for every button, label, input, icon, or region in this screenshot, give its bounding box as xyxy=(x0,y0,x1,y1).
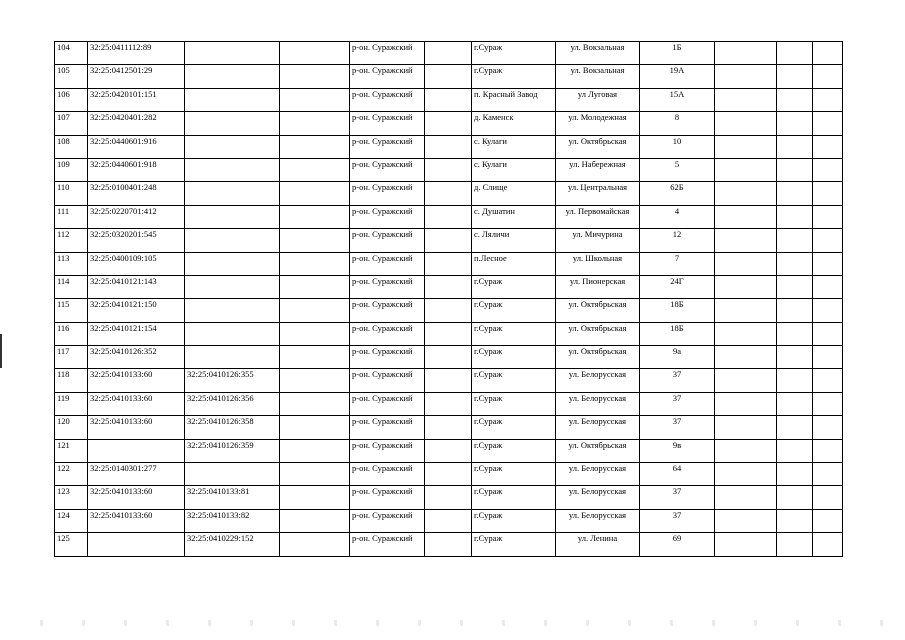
empty-cell xyxy=(425,252,472,275)
house-number-cell: 18Б xyxy=(640,299,715,322)
empty-cell xyxy=(813,533,843,556)
cadastral-number-cell: 32:25:0410133:60 xyxy=(88,392,185,415)
table-row xyxy=(55,369,843,392)
empty-cell xyxy=(777,88,813,111)
empty-cell xyxy=(777,486,813,509)
table-row xyxy=(55,299,843,322)
district-cell: р-он. Суражский xyxy=(350,439,425,462)
empty-cell xyxy=(813,88,843,111)
empty-cell xyxy=(425,463,472,486)
cadastral-number-cell: 32:25:0410121:154 xyxy=(88,322,185,345)
empty-cell xyxy=(813,229,843,252)
empty-cell xyxy=(813,416,843,439)
table-row xyxy=(55,392,843,415)
empty-cell xyxy=(280,486,350,509)
house-number-cell: 37 xyxy=(640,392,715,415)
table-row xyxy=(55,112,843,135)
empty-cell xyxy=(777,229,813,252)
row-number-cell: 121 xyxy=(55,439,88,462)
locality-cell: г.Сураж xyxy=(472,299,556,322)
table-row xyxy=(55,416,843,439)
empty-cell xyxy=(280,416,350,439)
house-number-cell: 9в xyxy=(640,439,715,462)
table-row xyxy=(55,229,843,252)
row-number-cell: 111 xyxy=(55,205,88,228)
cadastral-number-cell: 32:25:0420401:282 xyxy=(88,112,185,135)
empty-cell xyxy=(813,369,843,392)
empty-cell xyxy=(425,486,472,509)
cadastral-number-2-cell xyxy=(185,158,280,181)
district-cell: р-он. Суражский xyxy=(350,369,425,392)
empty-cell xyxy=(777,135,813,158)
empty-cell xyxy=(715,229,777,252)
empty-cell xyxy=(715,182,777,205)
street-cell: ул. Мичурина xyxy=(556,229,640,252)
house-number-cell: 7 xyxy=(640,252,715,275)
locality-cell: г.Сураж xyxy=(472,463,556,486)
empty-cell xyxy=(280,346,350,369)
empty-cell xyxy=(715,439,777,462)
row-number-cell: 123 xyxy=(55,486,88,509)
table-row xyxy=(55,135,843,158)
house-number-cell: 37 xyxy=(640,416,715,439)
empty-cell xyxy=(813,299,843,322)
table-row xyxy=(55,275,843,298)
empty-cell xyxy=(715,88,777,111)
cadastral-number-2-cell xyxy=(185,346,280,369)
table-row xyxy=(55,322,843,345)
empty-cell xyxy=(777,322,813,345)
cadastral-number-cell: 32:25:0420101:151 xyxy=(88,88,185,111)
street-cell: ул. Белорусская xyxy=(556,369,640,392)
house-number-cell: 64 xyxy=(640,463,715,486)
cadastral-number-cell: 32:25:0410121:143 xyxy=(88,275,185,298)
street-cell: ул. Вокзальная xyxy=(556,42,640,65)
locality-cell: г.Сураж xyxy=(472,392,556,415)
empty-cell xyxy=(715,112,777,135)
empty-cell xyxy=(280,369,350,392)
row-number-cell: 115 xyxy=(55,299,88,322)
cadastral-number-cell: 32:25:0410126:352 xyxy=(88,346,185,369)
empty-cell xyxy=(777,158,813,181)
empty-cell xyxy=(425,369,472,392)
cadastral-number-2-cell xyxy=(185,112,280,135)
empty-cell xyxy=(715,486,777,509)
table-row xyxy=(55,439,843,462)
row-number-cell: 125 xyxy=(55,533,88,556)
table-row xyxy=(55,252,843,275)
empty-cell xyxy=(777,182,813,205)
locality-cell: с. Ляличи xyxy=(472,229,556,252)
registry-rows xyxy=(55,42,843,557)
house-number-cell: 18Б xyxy=(640,322,715,345)
district-cell: р-он. Суражский xyxy=(350,88,425,111)
empty-cell xyxy=(280,65,350,88)
empty-cell xyxy=(813,392,843,415)
empty-cell xyxy=(715,533,777,556)
locality-cell: г.Сураж xyxy=(472,275,556,298)
house-number-cell: 8 xyxy=(640,112,715,135)
empty-cell xyxy=(813,486,843,509)
empty-cell xyxy=(425,158,472,181)
empty-cell xyxy=(813,135,843,158)
table-row xyxy=(55,42,843,65)
row-number-cell: 104 xyxy=(55,42,88,65)
district-cell: р-он. Суражский xyxy=(350,533,425,556)
empty-cell xyxy=(777,299,813,322)
empty-cell xyxy=(715,42,777,65)
empty-cell xyxy=(777,509,813,532)
locality-cell: д. Каменск xyxy=(472,112,556,135)
district-cell: р-он. Суражский xyxy=(350,463,425,486)
street-cell: ул. Октябрьская xyxy=(556,439,640,462)
empty-cell xyxy=(777,205,813,228)
district-cell: р-он. Суражский xyxy=(350,42,425,65)
empty-cell xyxy=(425,322,472,345)
locality-cell: г.Сураж xyxy=(472,65,556,88)
cadastral-number-2-cell xyxy=(185,135,280,158)
street-cell: ул. Молодежная xyxy=(556,112,640,135)
street-cell: ул. Белорусская xyxy=(556,486,640,509)
row-number-cell: 108 xyxy=(55,135,88,158)
empty-cell xyxy=(425,112,472,135)
empty-cell xyxy=(715,322,777,345)
cadastral-number-2-cell: 32:25:0410126:359 xyxy=(185,439,280,462)
empty-cell xyxy=(280,275,350,298)
cadastral-number-cell: 32:25:0412501:29 xyxy=(88,65,185,88)
cadastral-number-cell: 32:25:0411112:89 xyxy=(88,42,185,65)
locality-cell: с. Душатин xyxy=(472,205,556,228)
district-cell: р-он. Суражский xyxy=(350,182,425,205)
district-cell: р-он. Суражский xyxy=(350,229,425,252)
street-cell: ул. Белорусская xyxy=(556,392,640,415)
district-cell: р-он. Суражский xyxy=(350,299,425,322)
empty-cell xyxy=(777,533,813,556)
district-cell: р-он. Суражский xyxy=(350,112,425,135)
cadastral-number-2-cell xyxy=(185,88,280,111)
row-number-cell: 109 xyxy=(55,158,88,181)
cadastral-number-cell xyxy=(88,533,185,556)
empty-cell xyxy=(715,392,777,415)
street-cell: ул. Первомайская xyxy=(556,205,640,228)
cadastral-number-2-cell xyxy=(185,275,280,298)
empty-cell xyxy=(813,346,843,369)
empty-cell xyxy=(777,252,813,275)
empty-cell xyxy=(425,275,472,298)
street-cell: ул. Октябрьская xyxy=(556,135,640,158)
empty-cell xyxy=(715,275,777,298)
district-cell: р-он. Суражский xyxy=(350,392,425,415)
empty-cell xyxy=(715,369,777,392)
empty-cell xyxy=(425,135,472,158)
empty-cell xyxy=(715,252,777,275)
house-number-cell: 12 xyxy=(640,229,715,252)
empty-cell xyxy=(777,346,813,369)
empty-cell xyxy=(777,463,813,486)
cadastral-number-2-cell: 32:25:0410126:355 xyxy=(185,369,280,392)
cadastral-number-cell: 32:25:0400109:105 xyxy=(88,252,185,275)
empty-cell xyxy=(425,65,472,88)
locality-cell: г.Сураж xyxy=(472,369,556,392)
locality-cell: п.Лесное xyxy=(472,252,556,275)
table-row xyxy=(55,533,843,556)
locality-cell: г.Сураж xyxy=(472,42,556,65)
table-row xyxy=(55,463,843,486)
empty-cell xyxy=(280,509,350,532)
table-row xyxy=(55,65,843,88)
empty-cell xyxy=(813,112,843,135)
registry-table xyxy=(54,41,843,557)
empty-cell xyxy=(280,252,350,275)
house-number-cell: 62Б xyxy=(640,182,715,205)
table-row xyxy=(55,486,843,509)
empty-cell xyxy=(715,135,777,158)
locality-cell: г.Сураж xyxy=(472,509,556,532)
cadastral-number-cell: 32:25:0440601:916 xyxy=(88,135,185,158)
district-cell: р-он. Суражский xyxy=(350,416,425,439)
cadastral-number-cell: 32:25:0410133:60 xyxy=(88,486,185,509)
empty-cell xyxy=(813,182,843,205)
empty-cell xyxy=(813,205,843,228)
empty-cell xyxy=(715,416,777,439)
locality-cell: г.Сураж xyxy=(472,439,556,462)
empty-cell xyxy=(715,65,777,88)
house-number-cell: 24Г xyxy=(640,275,715,298)
cadastral-number-cell xyxy=(88,439,185,462)
empty-cell xyxy=(777,416,813,439)
empty-cell xyxy=(813,322,843,345)
empty-cell xyxy=(813,252,843,275)
locality-cell: с. Кулаги xyxy=(472,135,556,158)
cadastral-number-2-cell xyxy=(185,322,280,345)
row-number-cell: 118 xyxy=(55,369,88,392)
empty-cell xyxy=(425,229,472,252)
cadastral-number-cell: 32:25:0320201:545 xyxy=(88,229,185,252)
district-cell: р-он. Суражский xyxy=(350,135,425,158)
empty-cell xyxy=(715,158,777,181)
empty-cell xyxy=(813,509,843,532)
empty-cell xyxy=(777,275,813,298)
empty-cell xyxy=(715,299,777,322)
empty-cell xyxy=(813,65,843,88)
district-cell: р-он. Суражский xyxy=(350,509,425,532)
street-cell: ул. Ленина xyxy=(556,533,640,556)
cadastral-number-2-cell: 32:25:0410229:152 xyxy=(185,533,280,556)
district-cell: р-он. Суражский xyxy=(350,205,425,228)
empty-cell xyxy=(813,275,843,298)
locality-cell: с. Кулаги xyxy=(472,158,556,181)
cadastral-number-2-cell xyxy=(185,229,280,252)
district-cell: р-он. Суражский xyxy=(350,486,425,509)
table-row xyxy=(55,88,843,111)
table-row xyxy=(55,205,843,228)
street-cell: ул. Вокзальная xyxy=(556,65,640,88)
street-cell: ул. Белорусская xyxy=(556,416,640,439)
house-number-cell: 69 xyxy=(640,533,715,556)
empty-cell xyxy=(715,509,777,532)
empty-cell xyxy=(425,509,472,532)
row-number-cell: 119 xyxy=(55,392,88,415)
row-number-cell: 105 xyxy=(55,65,88,88)
empty-cell xyxy=(777,42,813,65)
row-number-cell: 124 xyxy=(55,509,88,532)
empty-cell xyxy=(280,205,350,228)
empty-cell xyxy=(813,463,843,486)
cadastral-number-2-cell: 32:25:0410126:356 xyxy=(185,392,280,415)
house-number-cell: 37 xyxy=(640,509,715,532)
empty-cell xyxy=(777,65,813,88)
house-number-cell: 10 xyxy=(640,135,715,158)
house-number-cell: 1Б xyxy=(640,42,715,65)
cadastral-number-2-cell xyxy=(185,252,280,275)
locality-cell: д. Слище xyxy=(472,182,556,205)
empty-cell xyxy=(280,299,350,322)
street-cell: ул. Октябрьская xyxy=(556,346,640,369)
locality-cell: п. Красный Завод xyxy=(472,88,556,111)
row-number-cell: 110 xyxy=(55,182,88,205)
cadastral-number-cell: 32:25:0220701:412 xyxy=(88,205,185,228)
table-row xyxy=(55,158,843,181)
scan-footer-noise xyxy=(40,620,900,626)
empty-cell xyxy=(777,369,813,392)
empty-cell xyxy=(280,42,350,65)
cadastral-number-2-cell xyxy=(185,42,280,65)
empty-cell xyxy=(280,229,350,252)
empty-cell xyxy=(280,392,350,415)
cadastral-number-2-cell: 32:25:0410133:81 xyxy=(185,486,280,509)
empty-cell xyxy=(425,42,472,65)
empty-cell xyxy=(777,392,813,415)
cadastral-number-cell: 32:25:0410133:60 xyxy=(88,369,185,392)
house-number-cell: 4 xyxy=(640,205,715,228)
house-number-cell: 37 xyxy=(640,369,715,392)
cadastral-number-cell: 32:25:0100401:248 xyxy=(88,182,185,205)
district-cell: р-он. Суражский xyxy=(350,65,425,88)
street-cell: ул Луговая xyxy=(556,88,640,111)
row-number-cell: 114 xyxy=(55,275,88,298)
scan-edge-mark xyxy=(0,334,2,368)
street-cell: ул. Пионерская xyxy=(556,275,640,298)
district-cell: р-он. Суражский xyxy=(350,346,425,369)
street-cell: ул. Белорусская xyxy=(556,463,640,486)
table-row xyxy=(55,346,843,369)
locality-cell: г.Сураж xyxy=(472,533,556,556)
empty-cell xyxy=(280,439,350,462)
empty-cell xyxy=(813,158,843,181)
district-cell: р-он. Суражский xyxy=(350,275,425,298)
locality-cell: г.Сураж xyxy=(472,346,556,369)
locality-cell: г.Сураж xyxy=(472,486,556,509)
district-cell: р-он. Суражский xyxy=(350,322,425,345)
empty-cell xyxy=(777,112,813,135)
street-cell: ул. Набережная xyxy=(556,158,640,181)
empty-cell xyxy=(715,346,777,369)
empty-cell xyxy=(280,182,350,205)
locality-cell: г.Сураж xyxy=(472,416,556,439)
street-cell: ул. Школьная xyxy=(556,252,640,275)
street-cell: ул. Октябрьская xyxy=(556,322,640,345)
row-number-cell: 117 xyxy=(55,346,88,369)
district-cell: р-он. Суражский xyxy=(350,252,425,275)
empty-cell xyxy=(425,346,472,369)
empty-cell xyxy=(777,439,813,462)
cadastral-number-cell: 32:25:0410133:60 xyxy=(88,416,185,439)
house-number-cell: 15А xyxy=(640,88,715,111)
empty-cell xyxy=(425,533,472,556)
table-row xyxy=(55,509,843,532)
house-number-cell: 5 xyxy=(640,158,715,181)
empty-cell xyxy=(425,182,472,205)
house-number-cell: 9а xyxy=(640,346,715,369)
street-cell: ул. Центральная xyxy=(556,182,640,205)
empty-cell xyxy=(425,439,472,462)
cadastral-number-cell: 32:25:0440601:918 xyxy=(88,158,185,181)
empty-cell xyxy=(813,42,843,65)
empty-cell xyxy=(425,416,472,439)
empty-cell xyxy=(715,463,777,486)
empty-cell xyxy=(813,439,843,462)
cadastral-number-2-cell xyxy=(185,65,280,88)
empty-cell xyxy=(280,158,350,181)
row-number-cell: 113 xyxy=(55,252,88,275)
house-number-cell: 19А xyxy=(640,65,715,88)
street-cell: ул. Белорусская xyxy=(556,509,640,532)
empty-cell xyxy=(280,322,350,345)
empty-cell xyxy=(425,392,472,415)
house-number-cell: 37 xyxy=(640,486,715,509)
cadastral-number-2-cell xyxy=(185,182,280,205)
cadastral-number-2-cell: 32:25:0410126:358 xyxy=(185,416,280,439)
locality-cell: г.Сураж xyxy=(472,322,556,345)
district-cell: р-он. Суражский xyxy=(350,158,425,181)
cadastral-number-2-cell xyxy=(185,463,280,486)
empty-cell xyxy=(280,533,350,556)
empty-cell xyxy=(280,112,350,135)
street-cell: ул. Октябрьская xyxy=(556,299,640,322)
empty-cell xyxy=(425,299,472,322)
cadastral-number-2-cell: 32:25:0410133:82 xyxy=(185,509,280,532)
row-number-cell: 112 xyxy=(55,229,88,252)
cadastral-number-2-cell xyxy=(185,205,280,228)
empty-cell xyxy=(425,88,472,111)
row-number-cell: 122 xyxy=(55,463,88,486)
row-number-cell: 106 xyxy=(55,88,88,111)
empty-cell xyxy=(280,463,350,486)
row-number-cell: 116 xyxy=(55,322,88,345)
cadastral-number-2-cell xyxy=(185,299,280,322)
empty-cell xyxy=(715,205,777,228)
cadastral-number-cell: 32:25:0410133:60 xyxy=(88,509,185,532)
empty-cell xyxy=(280,135,350,158)
cadastral-number-cell: 32:25:0410121:150 xyxy=(88,299,185,322)
empty-cell xyxy=(425,205,472,228)
cadastral-number-cell: 32:25:0140301:277 xyxy=(88,463,185,486)
row-number-cell: 107 xyxy=(55,112,88,135)
table-row xyxy=(55,182,843,205)
empty-cell xyxy=(280,88,350,111)
row-number-cell: 120 xyxy=(55,416,88,439)
